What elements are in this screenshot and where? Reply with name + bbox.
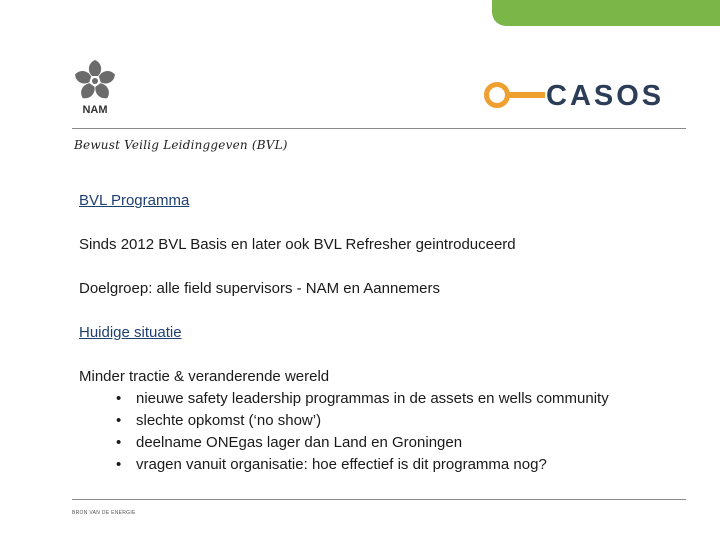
- casos-logo: [483, 80, 689, 110]
- corner-accent-tab: [492, 0, 720, 26]
- slide-content: [79, 190, 699, 476]
- header-divider: [72, 128, 686, 129]
- casos-logo-text: CASOS: [546, 80, 665, 110]
- footer-divider: [72, 499, 686, 500]
- casos-logo-graphic: [483, 80, 689, 110]
- list-item: • deelname ONEgas lager dan Land en Groningen: [116, 432, 699, 454]
- nam-logo: [70, 58, 120, 120]
- text-line-doelgroep: Doelgroep: alle field supervisors - NAM en Aannemers: [79, 280, 441, 297]
- text-line-intro: Minder tractie & veranderende wereld: [79, 368, 330, 385]
- nam-shell-icon: [70, 58, 120, 104]
- heading-huidige-situatie: Huidige situatie: [79, 324, 182, 341]
- situation-bullet-list: [79, 388, 699, 476]
- list-item: • nieuwe safety leadership programmas in de assets en wells community: [116, 388, 699, 410]
- presentation-subtitle: Bewust Veilig Leidinggeven (BVL): [74, 138, 288, 152]
- list-item: • slechte opkomst (‘no show’): [116, 410, 699, 432]
- list-item: • vragen vanuit organisatie: hoe effectief is dit programma nog?: [116, 454, 699, 476]
- footer-text: BRON VAN DE ENERGIE: [72, 510, 136, 516]
- heading-bvl-programma: BVL Programma: [79, 192, 190, 209]
- text-line-sinds: Sinds 2012 BVL Basis en later ook BVL Refresher geintroduceerd: [79, 236, 516, 253]
- nam-logo-text: NAM: [82, 104, 108, 116]
